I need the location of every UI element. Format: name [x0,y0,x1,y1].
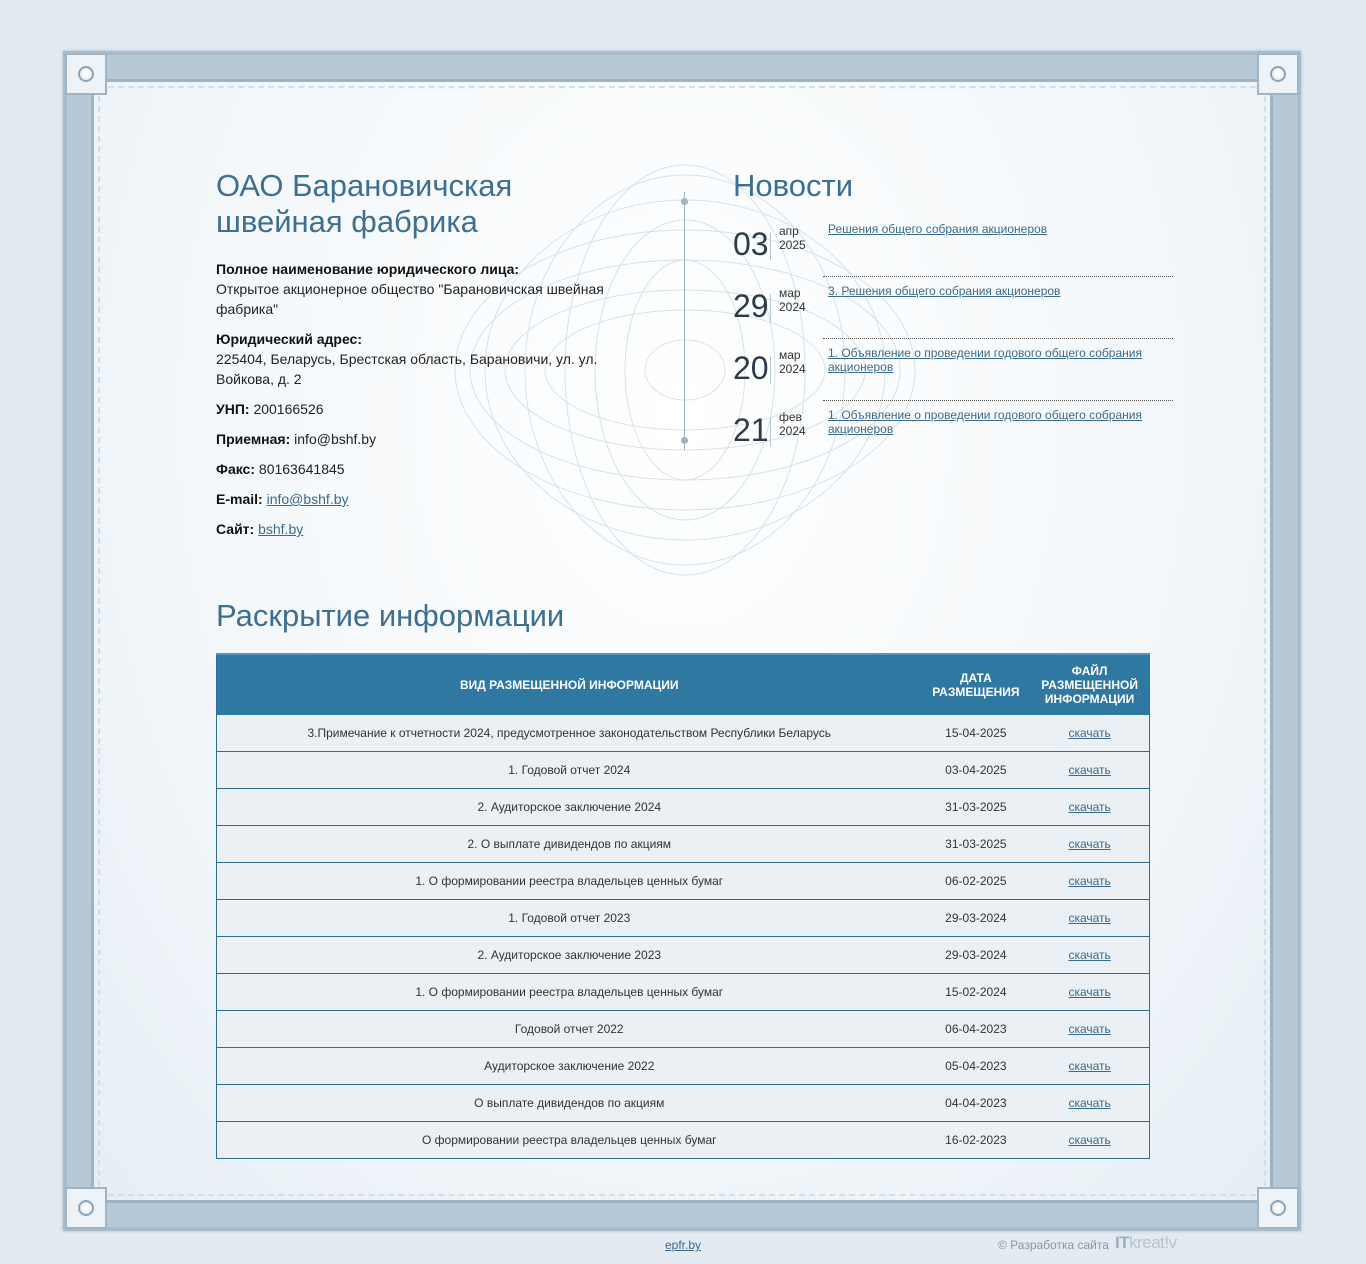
table-row [217,826,1150,863]
unp-row [216,399,636,419]
fax-row [216,459,636,479]
cell-info-type: О формировании реестра владельцев ценных бумаг [217,1122,922,1159]
news-link[interactable]: 1. Объявление о проведении годового общего собрания акционеров [828,408,1142,436]
news-link[interactable]: Решения общего собрания акционеров [828,222,1048,236]
download-link[interactable]: скачать [1068,948,1111,962]
news-separator [823,276,1173,277]
news-month: мар [779,348,801,362]
disclosure-title: Раскрытие информации [216,598,565,633]
table-row [217,937,1150,974]
cell-date: 06-04-2023 [922,1011,1031,1048]
footer-link[interactable]: epfr.by [665,1238,702,1252]
cell-file [1030,826,1149,863]
news-month: мар [779,286,801,300]
address-label: Юридический адрес: [216,331,362,347]
download-link[interactable]: скачать [1068,763,1111,777]
news-day: 21 [733,412,769,448]
developer-logo[interactable] [1115,1233,1177,1253]
cell-file [1030,715,1149,752]
cell-info-type: 2. О выплате дивидендов по акциям [217,826,922,863]
column-header-file: ФАЙЛ РАЗМЕЩЕННОЙ ИНФОРМАЦИИ [1030,654,1149,715]
cell-info-type: 3.Примечание к отчетности 2024, предусмотренное законодательством Республики Беларусь [217,715,922,752]
reception-row [216,429,636,449]
cell-file [1030,900,1149,937]
site-row [216,519,636,539]
site-label: Сайт: [216,521,255,537]
download-link[interactable]: скачать [1068,985,1111,999]
table-row [217,752,1150,789]
table-row [217,789,1150,826]
download-link[interactable]: скачать [1068,726,1111,740]
unp-label: УНП: [216,401,250,417]
download-link[interactable]: скачать [1068,1133,1111,1147]
table-header-row [217,654,1150,715]
cell-info-type: 2. Аудиторское заключение 2024 [217,789,922,826]
download-link[interactable]: скачать [1068,1022,1111,1036]
news-year: 2024 [779,300,806,314]
cell-file [1030,1085,1149,1122]
news-item [733,286,1173,348]
column-header-type: ВИД РАЗМЕЩЕННОЙ ИНФОРМАЦИИ [217,654,922,715]
cell-file [1030,937,1149,974]
download-link[interactable]: скачать [1068,911,1111,925]
news-date-divider [770,418,771,446]
cell-date: 29-03-2024 [922,937,1031,974]
table-row [217,715,1150,752]
developer-logo-it: IT [1115,1233,1130,1252]
download-link[interactable]: скачать [1068,874,1111,888]
cell-info-type: Аудиторское заключение 2022 [217,1048,922,1085]
cell-file [1030,789,1149,826]
table-row [217,900,1150,937]
news-separator [823,400,1173,401]
news-title: Новости [733,168,854,203]
cell-date: 31-03-2025 [922,826,1031,863]
email-link[interactable]: info@bshf.by [266,491,349,507]
news-link[interactable]: 1. Объявление о проведении годового общего собрания акционеров [828,346,1142,374]
cell-date: 16-02-2023 [922,1122,1031,1159]
cell-info-type: 1. Годовой отчет 2023 [217,900,922,937]
cell-file [1030,974,1149,1011]
table-row [217,1122,1150,1159]
address-value: 225404, Беларусь, Брестская область, Барановичи, ул. ул. Войкова, д. 2 [216,351,598,387]
cell-file [1030,1122,1149,1159]
fax-label: Факс: [216,461,256,477]
news-month: фев [779,410,802,424]
cell-info-type: О выплате дивидендов по акциям [217,1085,922,1122]
email-row [216,489,636,509]
download-link[interactable]: скачать [1068,800,1111,814]
news-day: 03 [733,226,769,262]
news-date-divider [770,294,771,322]
cell-info-type: 1. Годовой отчет 2024 [217,752,922,789]
table-row [217,863,1150,900]
site-link[interactable]: bshf.by [258,521,304,537]
news-date-divider [770,356,771,384]
cell-date: 06-02-2025 [922,863,1031,900]
column-divider [684,192,685,450]
cell-file [1030,1048,1149,1085]
download-link[interactable]: скачать [1068,837,1111,851]
news-date-divider [770,232,771,260]
news-item [733,224,1173,286]
news-link[interactable]: 3. Решения общего собрания акционеров [828,284,1061,298]
cell-date: 04-04-2023 [922,1085,1031,1122]
cell-date: 15-02-2024 [922,974,1031,1011]
news-month: апр [779,224,799,238]
cell-file [1030,1011,1149,1048]
table-row [217,1048,1150,1085]
news-year: 2024 [779,424,806,438]
reception-value: info@bshf.by [294,431,377,447]
table-row [217,1011,1150,1048]
table-row [217,1085,1150,1122]
news-separator [823,338,1173,339]
cell-info-type: 1. О формировании реестра владельцев ценных бумаг [217,863,922,900]
cell-date: 05-04-2023 [922,1048,1031,1085]
table-row [217,974,1150,1011]
unp-value: 200166526 [253,401,324,417]
full-name-row [216,259,636,319]
news-day: 29 [733,288,769,324]
download-link[interactable]: скачать [1068,1096,1111,1110]
disclosure-table [216,653,1150,1159]
news-year: 2024 [779,362,806,376]
cell-date: 15-04-2025 [922,715,1031,752]
email-label: E-mail: [216,491,263,507]
company-info [216,259,636,549]
company-title: ОАО Барановичская швейная фабрика [216,168,513,239]
reception-label: Приемная: [216,431,291,447]
cell-info-type: 1. О формировании реестра владельцев ценных бумаг [217,974,922,1011]
cell-date: 29-03-2024 [922,900,1031,937]
cell-file [1030,863,1149,900]
news-year: 2025 [779,238,806,252]
cell-info-type: 2. Аудиторское заключение 2023 [217,937,922,974]
cell-info-type: Годовой отчет 2022 [217,1011,922,1048]
developer-logo-rest: kreat!v [1129,1233,1177,1252]
cell-date: 03-04-2025 [922,752,1031,789]
cell-date: 31-03-2025 [922,789,1031,826]
fax-value: 80163641845 [258,461,345,477]
full-name-label: Полное наименование юридического лица: [216,261,520,277]
footer-credit: © Разработка сайта [998,1238,1109,1252]
cell-file [1030,752,1149,789]
download-link[interactable]: скачать [1068,1059,1111,1073]
news-item [733,410,1173,472]
full-name-value: Открытое акционерное общество "Барановичская швейная фабрика" [216,281,604,317]
address-row [216,329,636,389]
news-day: 20 [733,350,769,386]
column-header-date: ДАТА РАЗМЕЩЕНИЯ [922,654,1031,715]
news-item [733,348,1173,410]
